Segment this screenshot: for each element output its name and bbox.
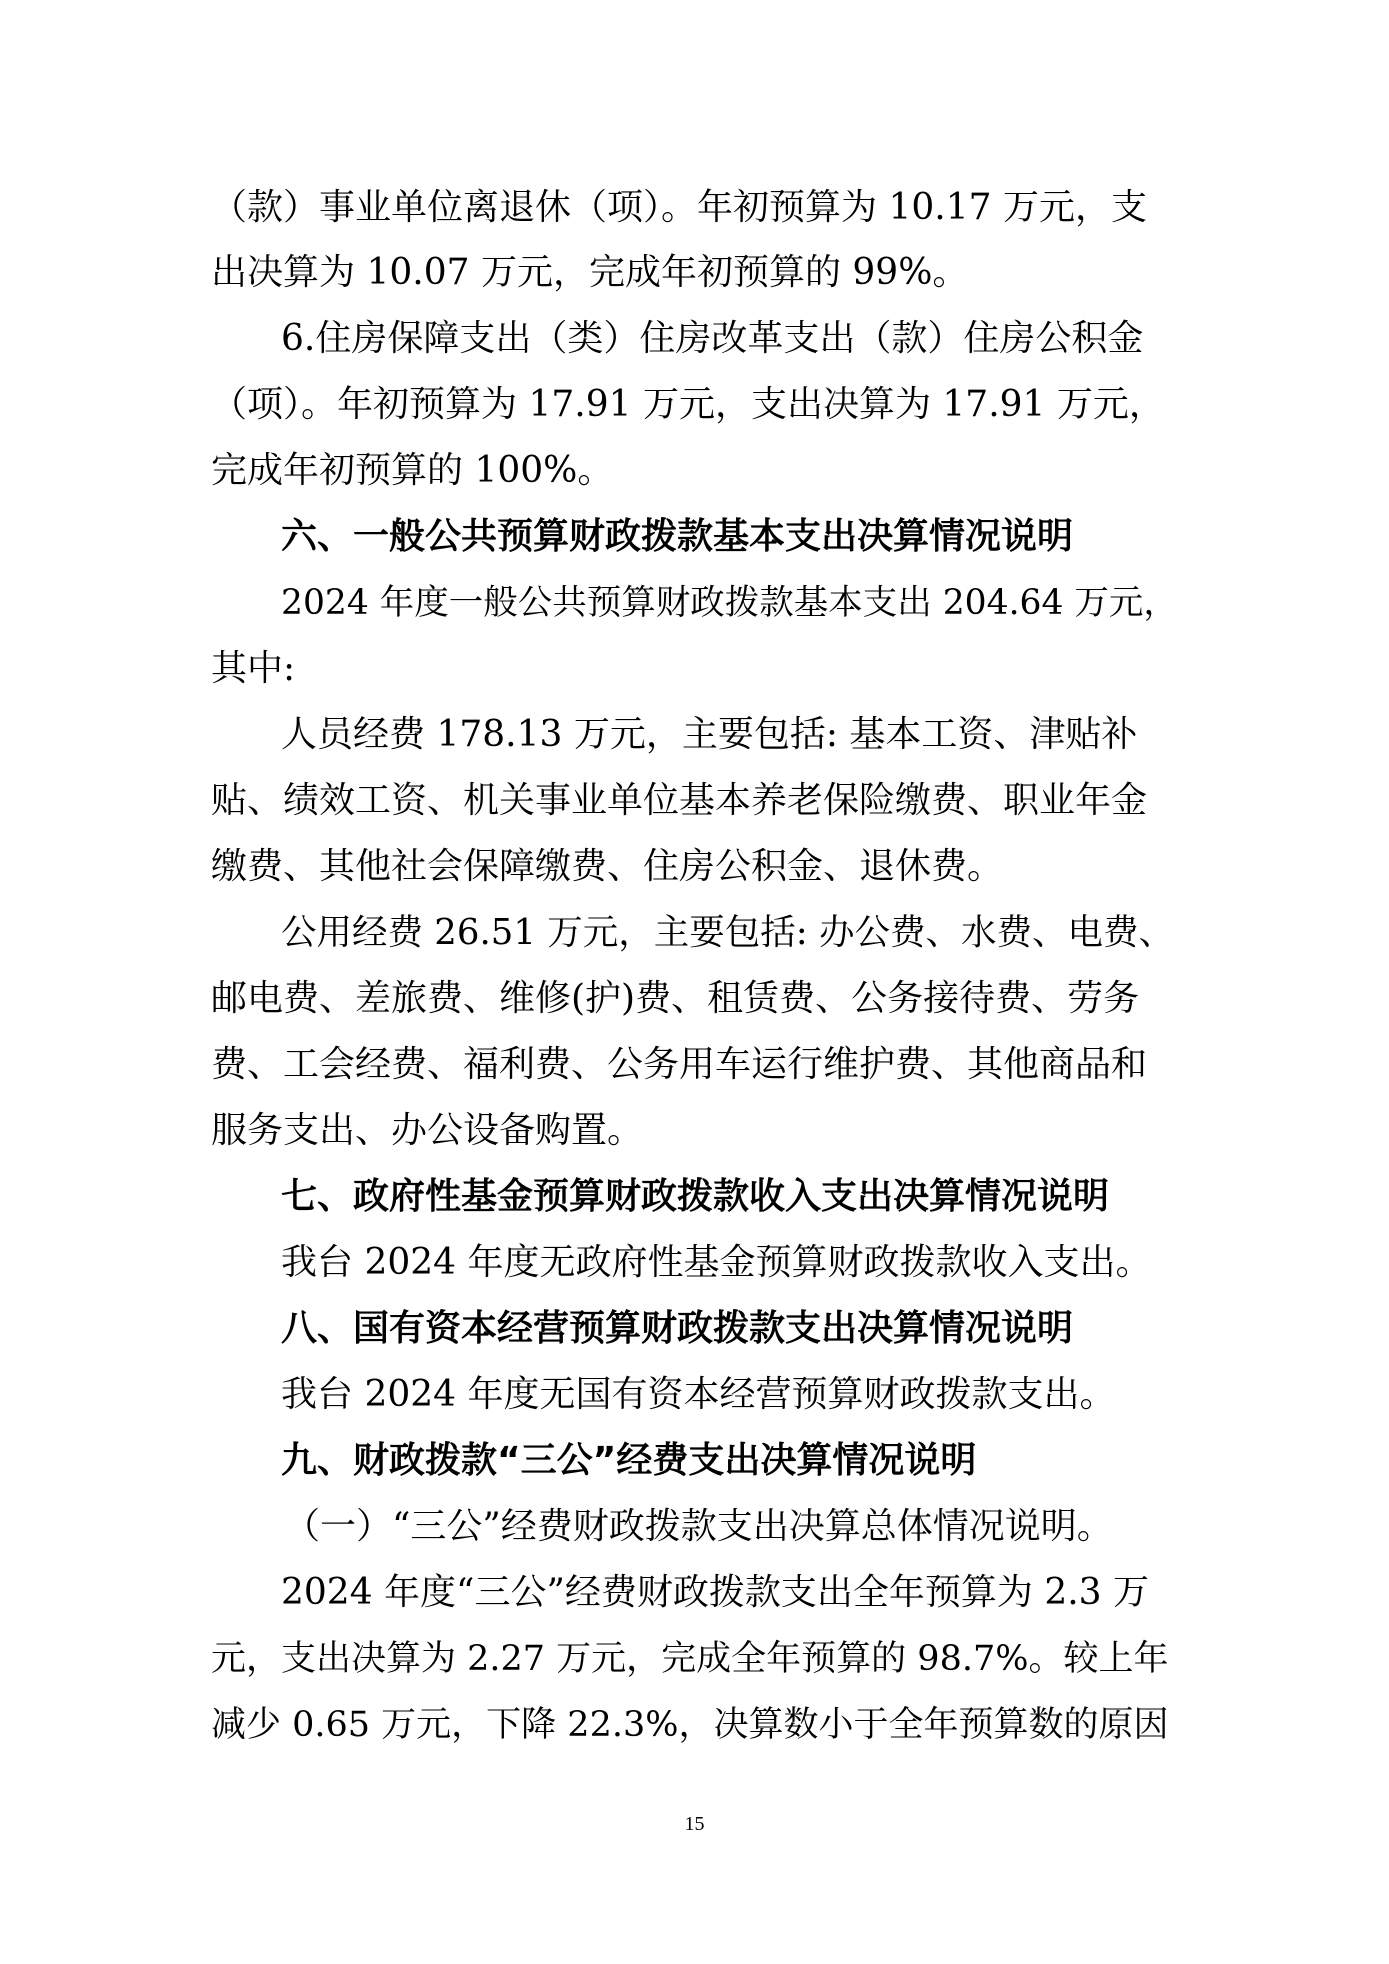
paragraph-line: 费、工会经费、福利费、公务用车运行维护费、其他商品和 <box>211 1044 1148 1085</box>
paragraph-line: （一）“三公”经费财政拨款支出决算总体情况说明。 <box>284 1506 1113 1547</box>
section-heading: 九、财政拨款“三公”经费支出决算情况说明 <box>281 1440 977 1481</box>
paragraph-line: 减少 0.65 万元，下降 22.3%，决算数小于全年预算数的原因 <box>211 1705 1169 1745</box>
paragraph-line: 完成年初预算的 100%。 <box>211 450 614 491</box>
paragraph-line: 其中: <box>211 648 296 689</box>
paragraph-line: （款）事业单位离退休（项）。年初预算为 10.17 万元，支 <box>211 187 1147 228</box>
paragraph-line: 2024 年度“三公”经费财政拨款支出全年预算为 2.3 万 <box>281 1572 1150 1613</box>
paragraph-line: 缴费、其他社会保障缴费、住房公积金、退休费。 <box>211 846 1004 887</box>
paragraph-line: 贴、绩效工资、机关事业单位基本养老保险缴费、职业年金 <box>211 780 1148 821</box>
paragraph-line: 2024 年度一般公共预算财政拨款基本支出 204.64 万元， <box>281 583 1178 623</box>
paragraph-line: （项）。年初预算为 17.91 万元，支出决算为 17.91 万元， <box>211 384 1165 425</box>
section-heading: 七、政府性基金预算财政拨款收入支出决算情况说明 <box>281 1176 1110 1217</box>
paragraph-line: 公用经费 26.51 万元，主要包括: 办公费、水费、电费、 <box>281 912 1174 953</box>
paragraph-line: 6.住房保障支出（类）住房改革支出（款）住房公积金 <box>281 318 1144 359</box>
paragraph-line: 元，支出决算为 2.27 万元，完成全年预算的 98.7%。较上年 <box>211 1639 1169 1679</box>
section-heading: 八、国有资本经营预算财政拨款支出决算情况说明 <box>281 1308 1074 1349</box>
paragraph-line: 邮电费、差旅费、维修(护)费、租赁费、公务接待费、劳务 <box>211 978 1140 1019</box>
paragraph-line: 我台 2024 年度无国有资本经营预算财政拨款支出。 <box>281 1374 1116 1415</box>
paragraph-line: 服务支出、办公设备购置。 <box>211 1110 644 1151</box>
paragraph-line: 出决算为 10.07 万元，完成年初预算的 99%。 <box>211 252 969 293</box>
section-heading: 六、一般公共预算财政拨款基本支出决算情况说明 <box>281 516 1074 557</box>
paragraph-line: 人员经费 178.13 万元，主要包括: 基本工资、津贴补 <box>281 714 1138 755</box>
page-number: 15 <box>684 1813 705 1835</box>
paragraph-line: 我台 2024 年度无政府性基金预算财政拨款收入支出。 <box>281 1242 1152 1283</box>
